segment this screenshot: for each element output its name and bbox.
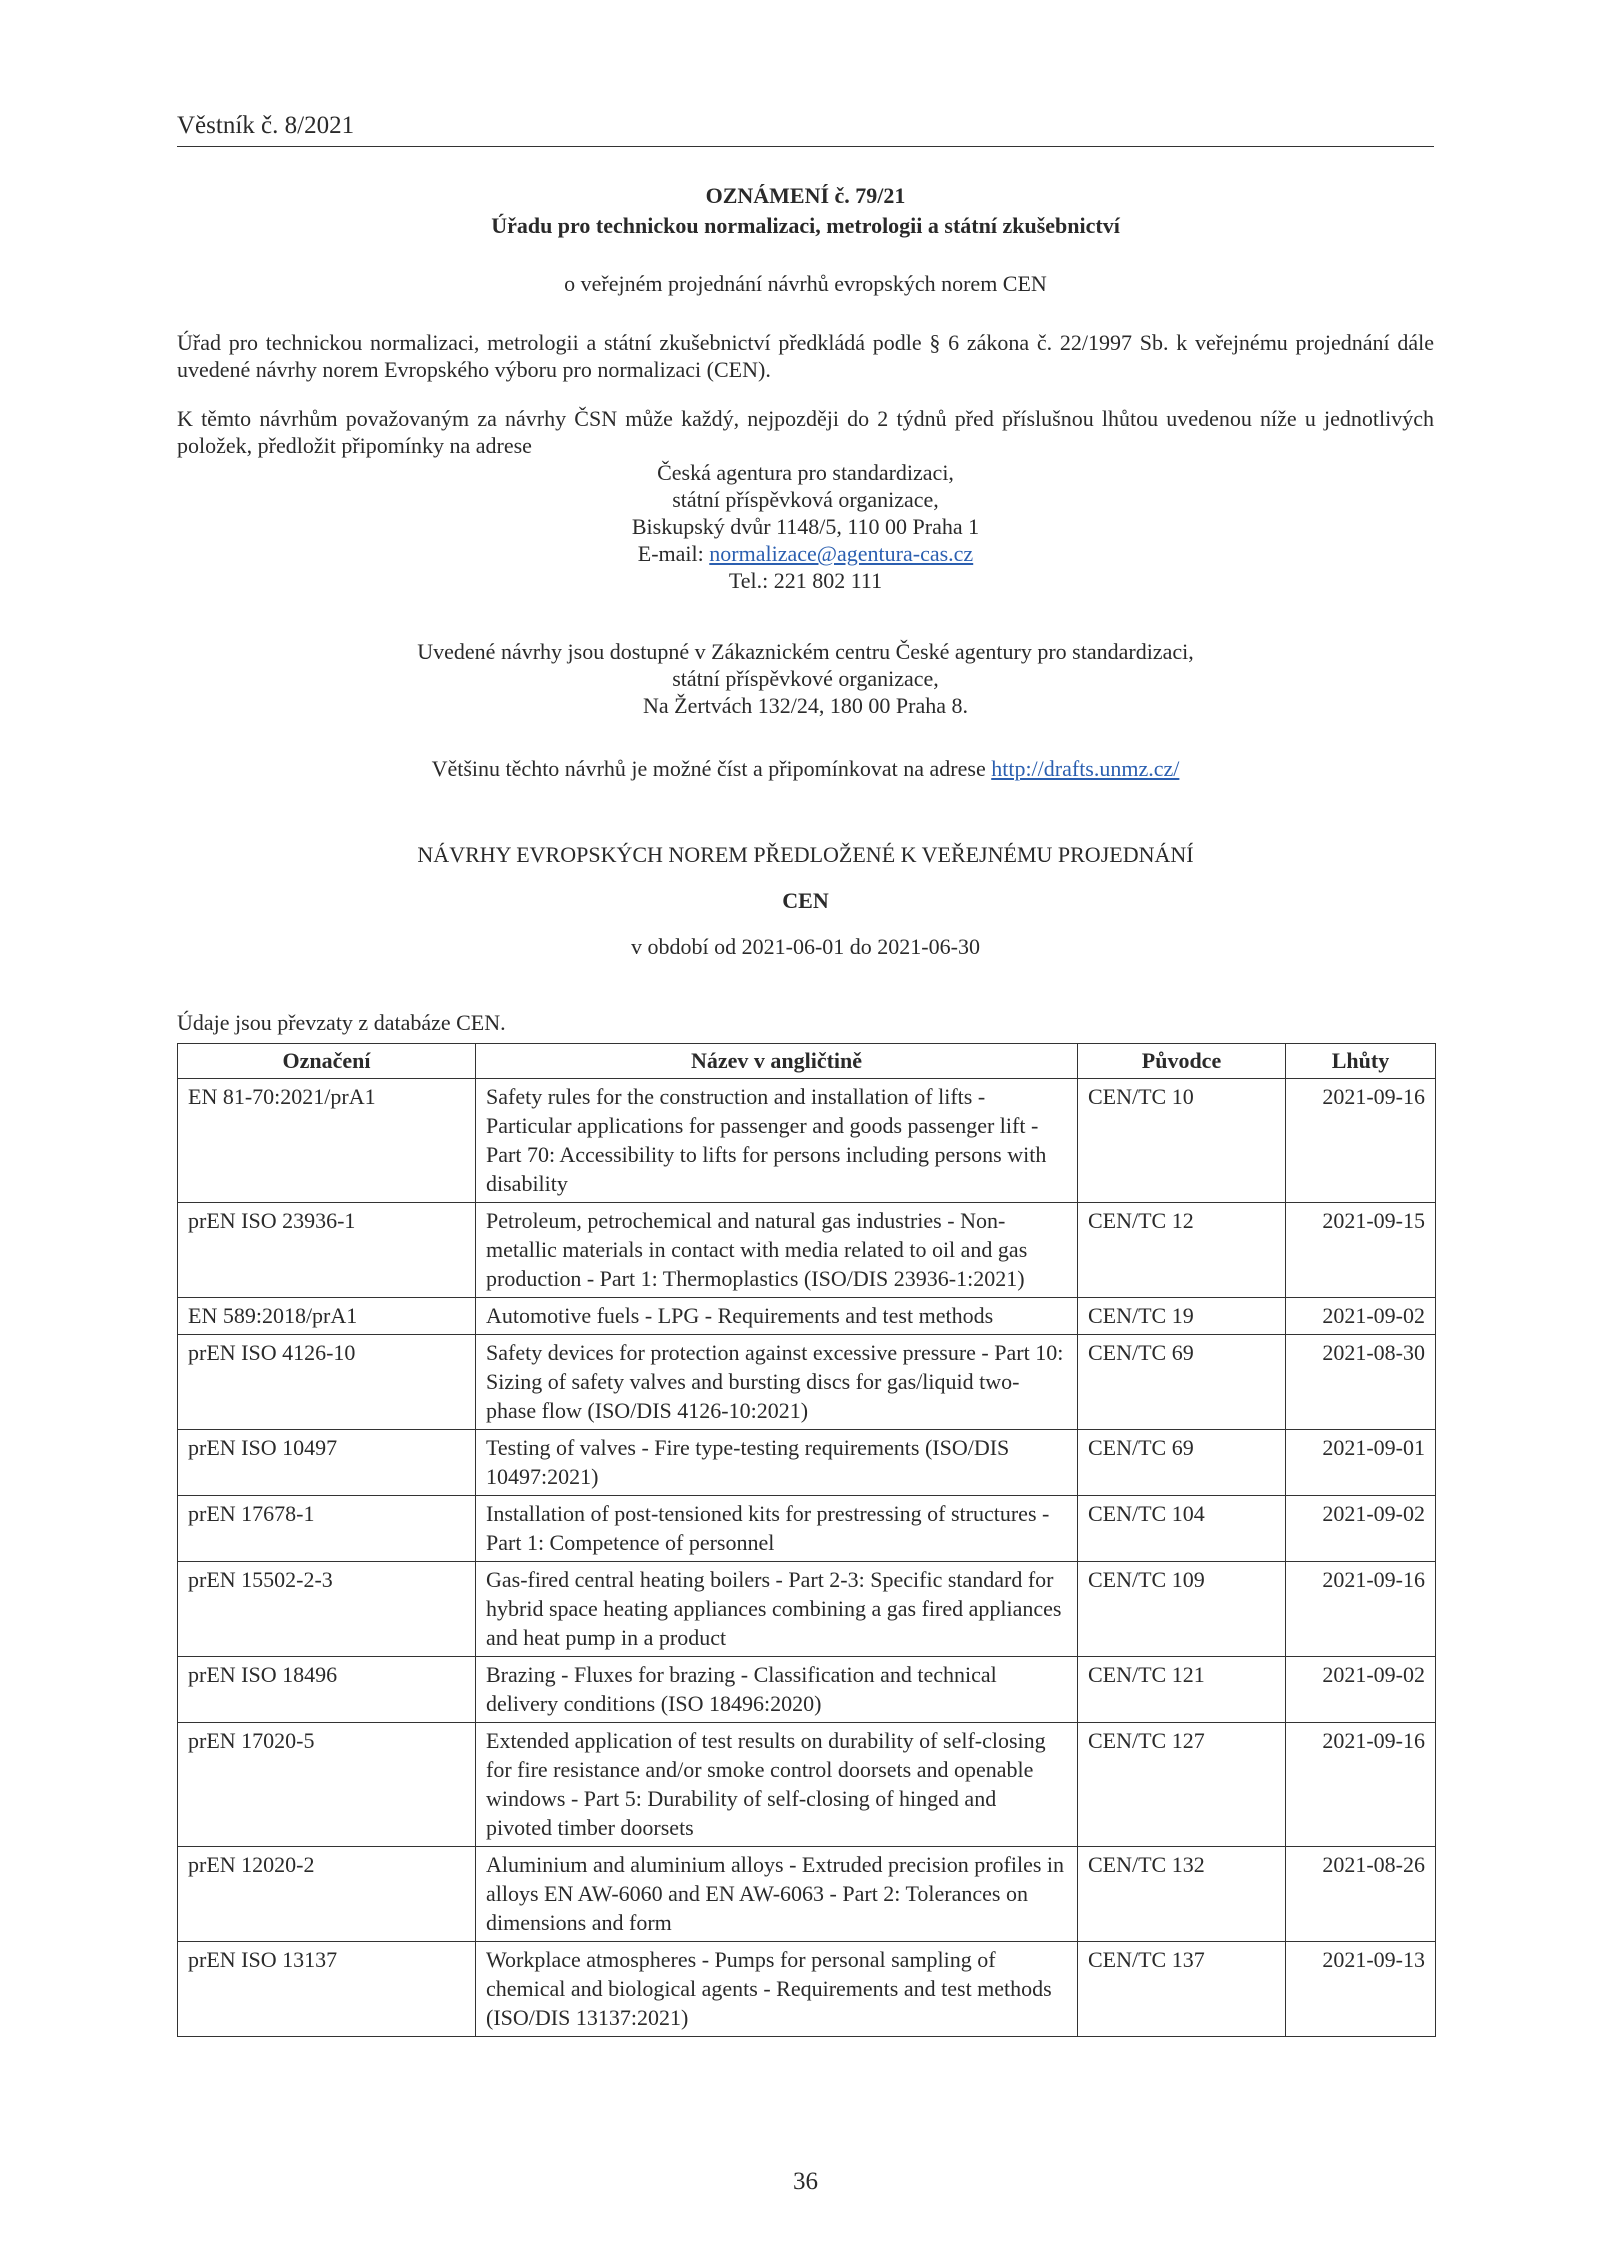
- announcement-title: OZNÁMENÍ č. 79/21: [705, 183, 906, 208]
- header-rule: [177, 146, 1434, 147]
- designation-cell: EN 589:2018/prA1: [178, 1298, 476, 1335]
- deadline-cell: 2021-09-16: [1286, 1079, 1436, 1203]
- deadline-cell: 2021-09-16: [1286, 1562, 1436, 1657]
- originator-cell: CEN/TC 104: [1078, 1496, 1286, 1562]
- title-cell: Safety rules for the construction and installation of lifts - Particular applications for passenger and goods passenger lift - Part 70: Accessibility to lifts for persons including persons with disability: [476, 1079, 1078, 1203]
- deadline-cell: 2021-09-15: [1286, 1203, 1436, 1298]
- email-label: E-mail:: [637, 541, 710, 566]
- availability-line: Uvedené návrhy jsou dostupné v Zákaznickém centru České agentury pro standardizaci,: [417, 639, 1194, 664]
- running-head: Věstník č. 8/2021: [177, 112, 355, 139]
- originator-cell: CEN/TC 19: [1078, 1298, 1286, 1335]
- title-cell: Extended application of test results on durability of self-closing for fire resistance and/or smoke control doorsets and openable windows - Part 5: Durability of self-closing of hinged and pivoted timber doorsets: [476, 1723, 1078, 1847]
- announcement-subject: o veřejném projednání návrhů evropských norem CEN: [564, 271, 1047, 296]
- title-cell: Automotive fuels - LPG - Requirements and test methods: [476, 1298, 1078, 1335]
- designation-cell: prEN ISO 23936-1: [178, 1203, 476, 1298]
- designation-cell: prEN ISO 13137: [178, 1942, 476, 2037]
- originator-cell: CEN/TC 109: [1078, 1562, 1286, 1657]
- table-row: [178, 1496, 1436, 1562]
- announcement-authority: Úřadu pro technickou normalizaci, metrologii a státní zkušebnictví: [491, 213, 1120, 238]
- designation-cell: EN 81-70:2021/prA1: [178, 1079, 476, 1203]
- section-heading: NÁVRHY EVROPSKÝCH NOREM PŘEDLOŽENÉ K VEŘEJNÉMU PROJEDNÁNÍ: [417, 842, 1194, 867]
- address-line: Biskupský dvůr 1148/5, 110 00 Praha 1: [631, 514, 980, 539]
- title-cell: Testing of valves - Fire type-testing requirements (ISO/DIS 10497:2021): [476, 1430, 1078, 1496]
- originator-cell: CEN/TC 12: [1078, 1203, 1286, 1298]
- online-line: [177, 755, 1434, 782]
- column-header: Název v angličtině: [476, 1044, 1078, 1079]
- page-number: 36: [793, 2168, 818, 2195]
- section-period: v období od 2021-06-01 do 2021-06-30: [631, 934, 980, 959]
- deadline-cell: 2021-09-01: [1286, 1430, 1436, 1496]
- deadline-cell: 2021-09-02: [1286, 1298, 1436, 1335]
- column-header: Lhůty: [1286, 1044, 1436, 1079]
- source-note: Údaje jsou převzaty z databáze CEN.: [177, 1010, 506, 1035]
- deadline-cell: 2021-09-02: [1286, 1657, 1436, 1723]
- submission-address: [177, 459, 1434, 594]
- email-line: [177, 540, 1434, 567]
- originator-cell: CEN/TC 127: [1078, 1723, 1286, 1847]
- designation-cell: prEN 15502-2-3: [178, 1562, 476, 1657]
- title-cell: Aluminium and aluminium alloys - Extruded precision profiles in alloys EN AW-6060 and EN AW-6063 - Part 2: Tolerances on dimensions and form: [476, 1847, 1078, 1942]
- title-cell: Safety devices for protection against excessive pressure - Part 10: Sizing of safety valves and bursting discs for gas/liquid two-phase flow (ISO/DIS 4126-10:2021): [476, 1335, 1078, 1430]
- address-line: státní příspěvková organizace,: [672, 487, 939, 512]
- table-row: [178, 1335, 1436, 1430]
- norms-table: [177, 1043, 1436, 2037]
- deadline-cell: 2021-09-02: [1286, 1496, 1436, 1562]
- deadline-cell: 2021-09-16: [1286, 1723, 1436, 1847]
- table-row: [178, 1942, 1436, 2037]
- column-header: Označení: [178, 1044, 476, 1079]
- availability-line: Na Žertvách 132/24, 180 00 Praha 8.: [642, 693, 969, 718]
- drafts-link[interactable]: http://drafts.unmz.cz/: [991, 756, 1180, 781]
- originator-cell: CEN/TC 10: [1078, 1079, 1286, 1203]
- title-cell: Gas-fired central heating boilers - Part 2-3: Specific standard for hybrid space heating appliances combining a gas fired appliances and heat pump in a product: [476, 1562, 1078, 1657]
- table-row: [178, 1430, 1436, 1496]
- designation-cell: prEN 17020-5: [178, 1723, 476, 1847]
- table-header-row: [178, 1044, 1436, 1079]
- designation-cell: prEN ISO 4126-10: [178, 1335, 476, 1430]
- column-header: Původce: [1078, 1044, 1286, 1079]
- table-row: [178, 1298, 1436, 1335]
- title-cell: Workplace atmospheres - Pumps for personal sampling of chemical and biological agents - Requirements and test methods (ISO/DIS 13137:2021): [476, 1942, 1078, 2037]
- deadline-cell: 2021-08-30: [1286, 1335, 1436, 1430]
- comments-paragraph: K těmto návrhům považovaným za návrhy ČSN může každý, nejpozději do 2 týdnů před příslušnou lhůtou uvedenou níže u jednotlivých položek, předložit připomínky na adrese: [177, 406, 1434, 458]
- table-row: [178, 1203, 1436, 1298]
- table-row: [178, 1657, 1436, 1723]
- designation-cell: prEN ISO 18496: [178, 1657, 476, 1723]
- email-link[interactable]: normalizace@agentura-cas.cz: [709, 541, 974, 566]
- phone-line: Tel.: 221 802 111: [728, 568, 883, 593]
- online-text: Většinu těchto návrhů je možné číst a připomínkovat na adrese: [431, 756, 992, 781]
- originator-cell: CEN/TC 121: [1078, 1657, 1286, 1723]
- availability-block: [177, 638, 1434, 719]
- intro-paragraph: Úřad pro technickou normalizaci, metrologii a státní zkušebnictví předkládá podle § 6 zákona č. 22/1997 Sb. k veřejnému projednání dále uvedené návrhy norem Evropského výboru pro normalizaci (CEN).: [177, 330, 1434, 382]
- table-row: [178, 1079, 1436, 1203]
- title-cell: Petroleum, petrochemical and natural gas industries - Non-metallic materials in contact with media related to oil and gas production - Part 1: Thermoplastics (ISO/DIS 23936-1:2021): [476, 1203, 1078, 1298]
- originator-cell: CEN/TC 69: [1078, 1335, 1286, 1430]
- title-cell: Brazing - Fluxes for brazing - Classification and technical delivery conditions (ISO 18496:2020): [476, 1657, 1078, 1723]
- availability-line: státní příspěvkové organizace,: [672, 666, 939, 691]
- designation-cell: prEN ISO 10497: [178, 1430, 476, 1496]
- table-row: [178, 1562, 1436, 1657]
- address-line: Česká agentura pro standardizaci,: [657, 460, 954, 485]
- originator-cell: CEN/TC 137: [1078, 1942, 1286, 2037]
- deadline-cell: 2021-09-13: [1286, 1942, 1436, 2037]
- originator-cell: CEN/TC 132: [1078, 1847, 1286, 1942]
- title-cell: Installation of post-tensioned kits for prestressing of structures - Part 1: Competence of personnel: [476, 1496, 1078, 1562]
- section-body: CEN: [782, 888, 829, 913]
- table-row: [178, 1723, 1436, 1847]
- table-row: [178, 1847, 1436, 1942]
- deadline-cell: 2021-08-26: [1286, 1847, 1436, 1942]
- originator-cell: CEN/TC 69: [1078, 1430, 1286, 1496]
- designation-cell: prEN 12020-2: [178, 1847, 476, 1942]
- designation-cell: prEN 17678-1: [178, 1496, 476, 1562]
